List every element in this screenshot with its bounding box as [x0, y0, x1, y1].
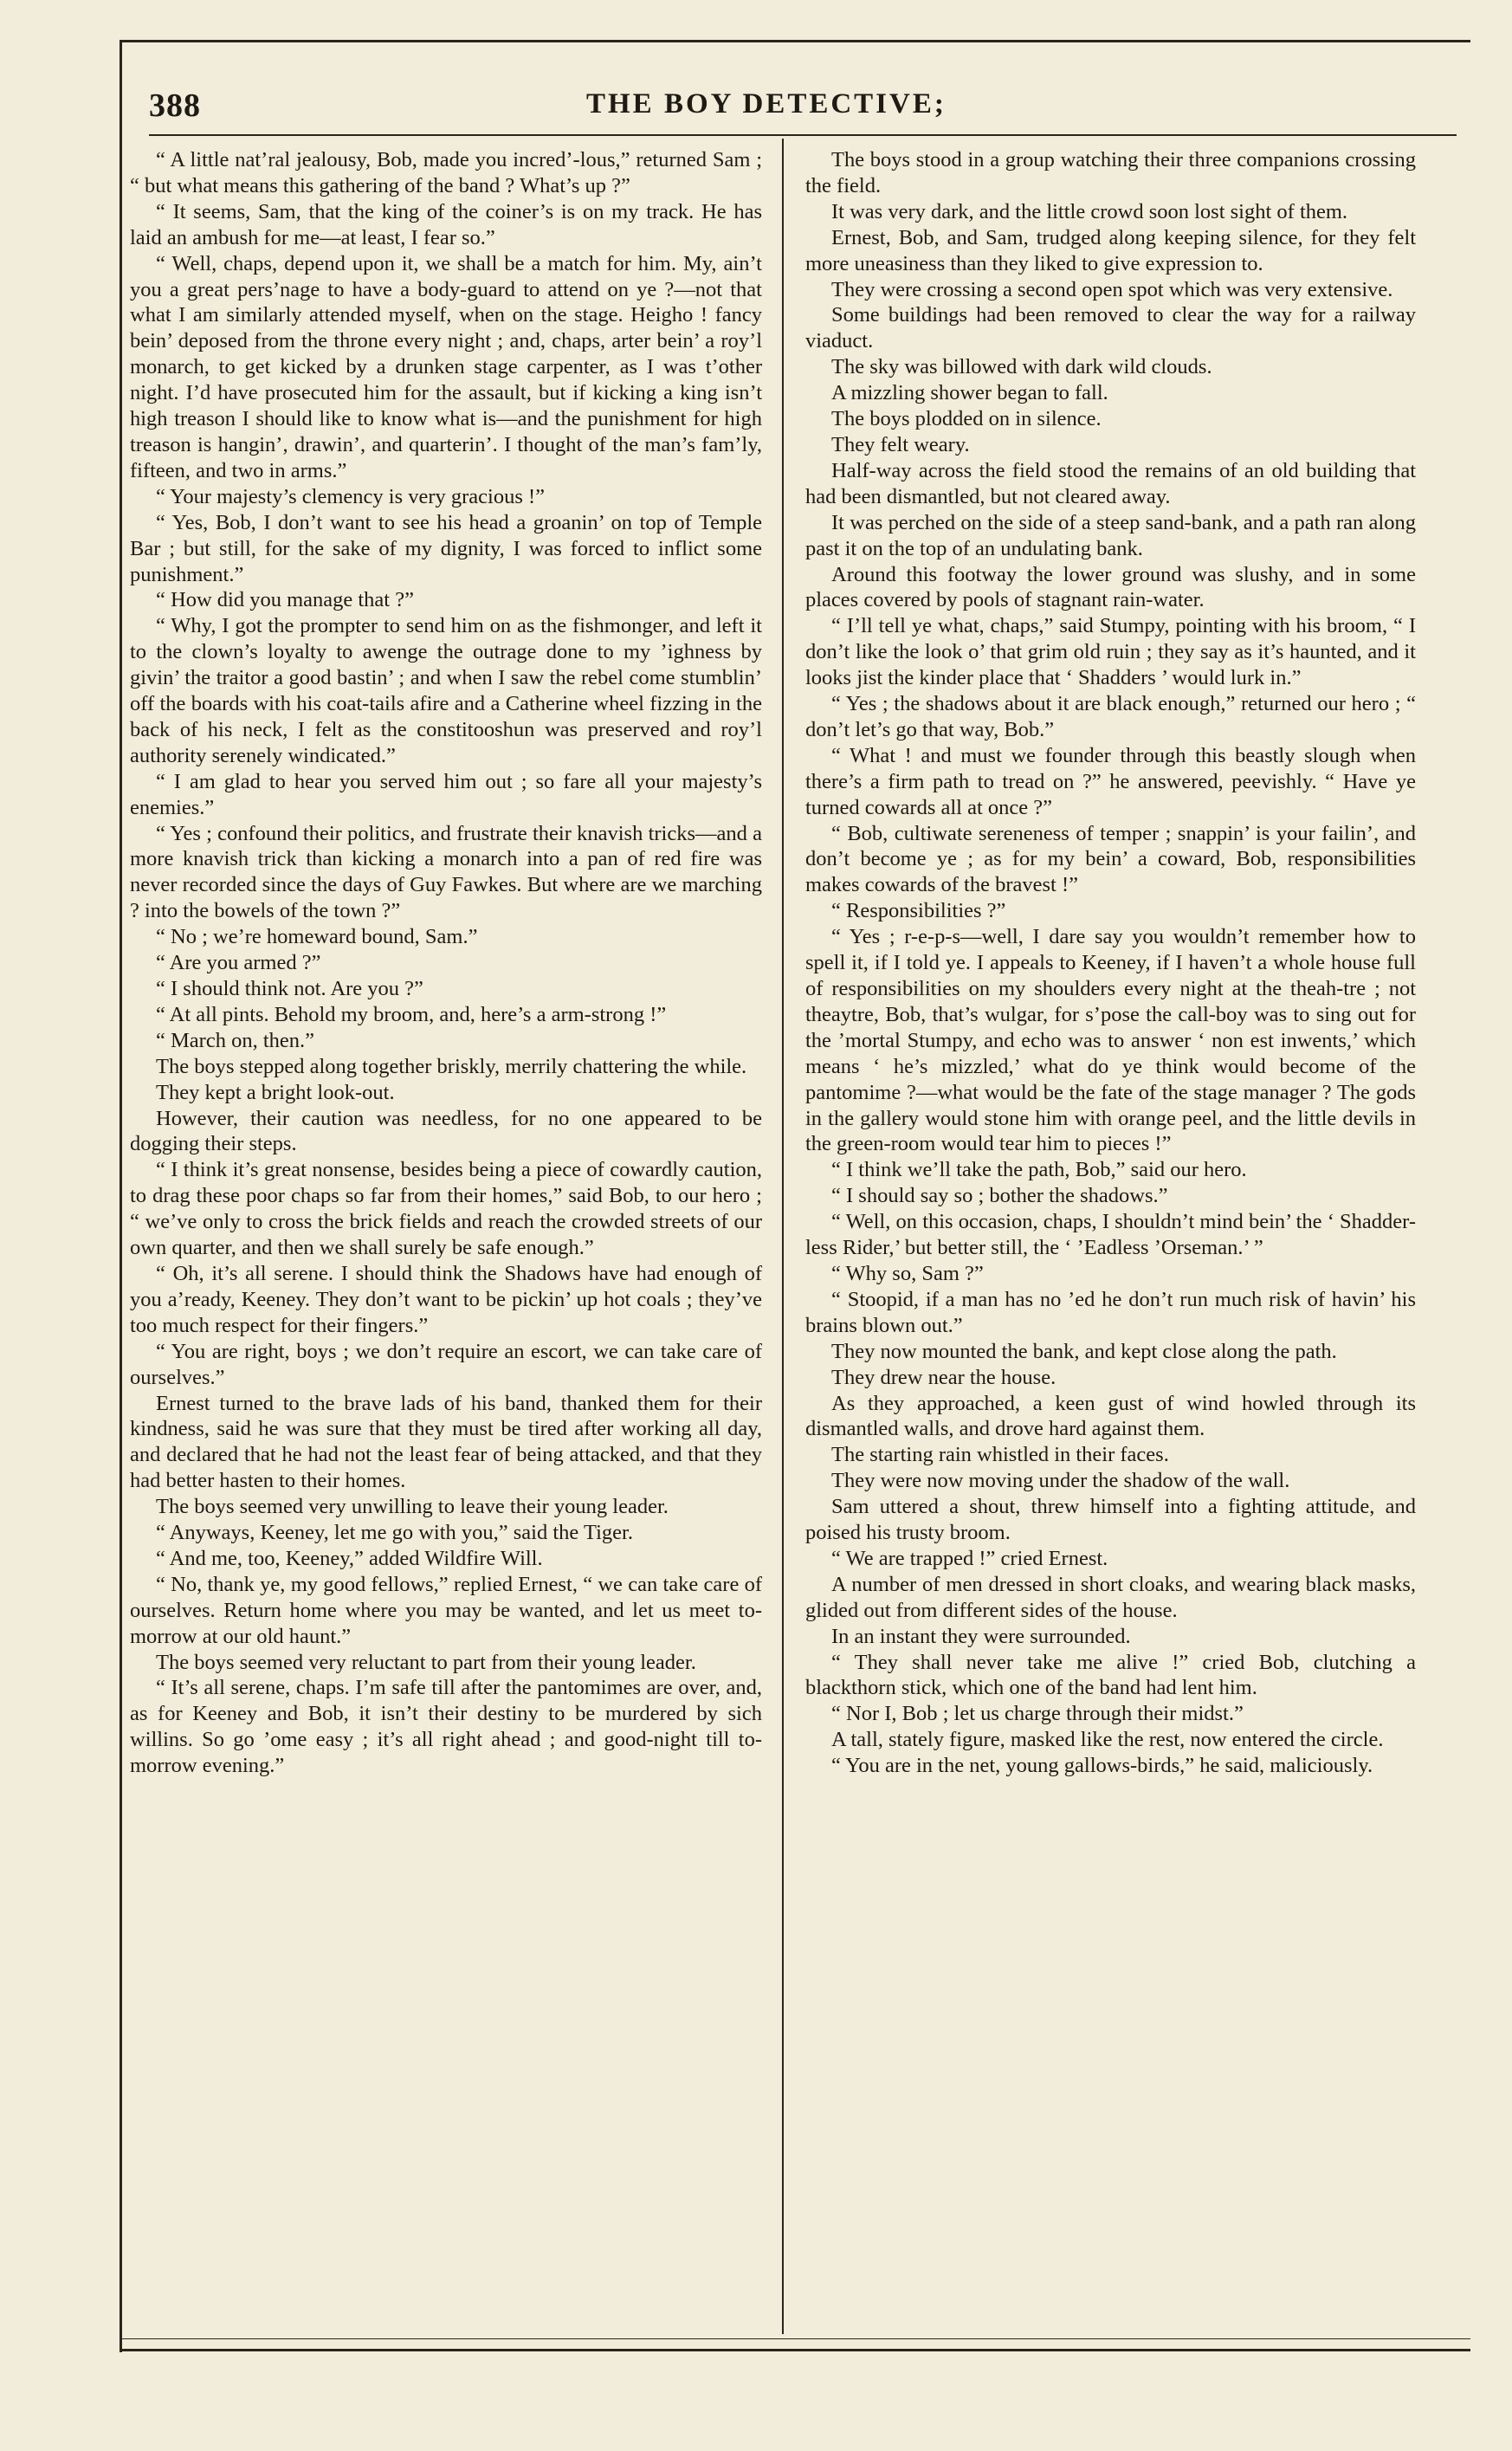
paragraph: Ernest, Bob, and Sam, trudged along keeping silence, for they felt more uneasiness than they liked to give expression to.: [805, 225, 1416, 275]
paragraph: “ Well, on this occasion, chaps, I shouldn’t mind bein’ the ‘ Shadder-less Rider,’ but better still, the ‘ ’Eadless ’Orseman.’ ”: [805, 1210, 1416, 1260]
paragraph: “ You are right, boys ; we don’t require an escort, we can take care of ourselves.”: [130, 1339, 762, 1389]
paragraph: “ Well, chaps, depend upon it, we shall be a match for him. My, ain’t you a great pers’nage to have a body-guard to attend on ye ?—not that what I am similarly attended myself, when on the stage. Heigho ! fancy bein’ deposed from the throne every night ; and, chaps, arter bein’ a roy’l monarch, to get kicked by a drunken stage carpenter, as I was t’other night. I’d have prosecuted him for the assault, but if kicking a king isn’t high treason I should like to know what is—and the punishment for high treason is hangin’, drawin’, and quarterin’. I thought of the man’s fam’ly, fifteen, and two in arms.”: [130, 251, 762, 482]
paragraph: They were crossing a second open spot which was very extensive.: [831, 277, 1393, 301]
paragraph: “ I should say so ; bother the shadows.”: [831, 1184, 1168, 1208]
paragraph: They were now moving under the shadow of the wall.: [831, 1469, 1290, 1493]
paragraph: They felt weary.: [831, 432, 970, 456]
paragraph: However, their caution was needless, for no one appeared to be dogging their steps.: [130, 1106, 762, 1156]
paragraph: A tall, stately figure, masked like the rest, now entered the circle.: [831, 1728, 1384, 1752]
paragraph: “ It’s all serene, chaps. I’m safe till after the pantomimes are over, and, as for Keeney and Bob, it isn’t their destiny to be murdered by sich willins. So go ’ome easy ; it’s all right ahead ; and good-night till to-morrow evening.”: [130, 1676, 762, 1778]
paragraph: “ I am glad to hear you served him out ; so fare all your majesty’s enemies.”: [130, 769, 762, 819]
paragraph: “ Yes ; confound their politics, and frustrate their knavish tricks—and a more knavish trick than kicking a monarch into a pan of red fire was never recorded since the days of Guy Fawkes. But where are we marching ? into the bowels of the town ?”: [130, 821, 762, 923]
bottom-inner-rule: [120, 2338, 1470, 2339]
paragraph: “ It seems, Sam, that the king of the coiner’s is on my track. He has laid an ambush for me—at least, I fear so.”: [130, 199, 762, 249]
page-number: 388: [149, 87, 201, 124]
paragraph: Sam uttered a shout, threw himself into a fighting attitude, and poised his trusty broom.: [805, 1495, 1416, 1545]
paragraph: The starting rain whistled in their faces.: [831, 1443, 1169, 1467]
paragraph: “ Yes ; the shadows about it are black enough,” returned our hero ; “ don’t let’s go that way, Bob.”: [805, 692, 1416, 741]
paragraph: “ I’ll tell ye what, chaps,” said Stumpy, pointing with his broom, “ I don’t like the look o’ that grim old ruin ; they say as it’s haunted, and it looks jist the kinder place that ‘ Shadders ’ would lurk in.”: [805, 614, 1416, 690]
paragraph: They drew near the house.: [831, 1365, 1056, 1389]
paragraph: The boys plodded on in silence.: [831, 407, 1102, 431]
paragraph: The boys stepped along together briskly, merrily chattering the while.: [156, 1054, 747, 1078]
left-border-rule: [120, 40, 122, 2352]
paragraph: They now mounted the bank, and kept close along the path.: [831, 1339, 1337, 1363]
paragraph: The boys stood in a group watching their three companions crossing the field.: [805, 148, 1416, 197]
paragraph: Around this footway the lower ground was slushy, and in some places covered by pools of stagnant rain-water.: [805, 562, 1416, 612]
paragraph: Some buildings had been removed to clear the way for a railway viaduct.: [805, 303, 1416, 353]
paragraph: In an instant they were surrounded.: [831, 1624, 1131, 1648]
paragraph: “ Are you armed ?”: [156, 951, 321, 975]
column-divider: [782, 139, 784, 2334]
paragraph: “ Bob, cultiwate sereneness of temper ; snappin’ is your failin’, and don’t become ye ; as for my bein’ a coward, Bob, responsibilities makes cowards of the bravest !”: [805, 821, 1416, 897]
paragraph: It was very dark, and the little crowd soon lost sight of them.: [831, 199, 1348, 223]
paragraph: “ I think it’s great nonsense, besides being a piece of cowardly caution, to drag these poor chaps so far from their homes,” said Bob, to our hero ; “ we’ve only to cross the brick fields and reach the crowded streets of our own quarter, and then we shall surely be safe enough.”: [130, 1158, 762, 1260]
paragraph: “ Why so, Sam ?”: [831, 1261, 984, 1285]
top-border-rule: [120, 40, 1470, 42]
paragraph: Ernest turned to the brave lads of his band, thanked them for their kindness, said he was sure that they must be tired after working all day, and declared that he had not the least fear of being attacked, and that they had better hasten to their homes.: [130, 1391, 762, 1493]
paragraph: “ I think we’ll take the path, Bob,” said our hero.: [831, 1158, 1247, 1182]
paragraph: “ Oh, it’s all serene. I should think the Shadows have had enough of you a’ready, Keeney. They don’t want to be pickin’ up hot coals ; they’ve too much respect for their fingers.”: [130, 1261, 762, 1337]
paragraph: “ What ! and must we founder through this beastly slough when there’s a firm path to tread on ?” he answered, peevishly. “ Have ye turned cowards all at once ?”: [805, 743, 1416, 819]
paragraph: “ And me, too, Keeney,” added Wildfire Will.: [156, 1546, 543, 1570]
paragraph: “ Stoopid, if a man has no ’ed he don’t run much risk of havin’ his brains blown out.”: [805, 1287, 1416, 1337]
running-title: THE BOY DETECTIVE;: [586, 88, 947, 120]
paragraph: A number of men dressed in short cloaks, and wearing black masks, glided out from different sides of the house.: [805, 1572, 1416, 1622]
paragraph: “ A little nat’ral jealousy, Bob, made you incred’-lous,” returned Sam ; “ but what means this gathering of the band ? What’s up ?”: [130, 148, 762, 197]
paragraph: As they approached, a keen gust of wind howled through its dismantled walls, and drove hard against them.: [805, 1391, 1416, 1441]
paragraph: The boys seemed very unwilling to leave their young leader.: [156, 1495, 669, 1519]
paragraph: “ Yes ; r-e-p-s—well, I dare say you wouldn’t remember how to spell it, if I told ye. I appeals to Keeney, if I haven’t a whole house full of responsibilities on my shoulders every night at the theah-tre ; not theaytre, Bob, that’s wulgar, for s’pose the call-boy was to sing out for the ’mortal Stumpy, and echo was to answer ‘ non est inwents,’ which means ‘ he’s mizzled,’ what do ye think would become of the pantomime ?—what would be the fate of the stage manager ? The gods in the gallery would stone him with orange peel, and the little devils in the green-room would tear him to pieces !”: [805, 925, 1416, 1156]
paragraph: “ No, thank ye, my good fellows,” replied Ernest, “ we can take care of ourselves. Return home where you may be wanted, and let us meet to-morrow at our old haunt.”: [130, 1572, 762, 1648]
paragraph: They kept a bright look-out.: [156, 1080, 395, 1104]
paragraph: “ How did you manage that ?”: [156, 588, 414, 612]
paragraph: “ Yes, Bob, I don’t want to see his head a groanin’ on top of Temple Bar ; but still, for the sake of my dignity, I was forced to inflict some punishment.”: [130, 510, 762, 586]
paragraph: “ At all pints. Behold my broom, and, here’s a arm-strong !”: [156, 1002, 667, 1026]
page-header: [149, 87, 1457, 132]
paragraph: “ Your majesty’s clemency is very gracious !”: [156, 484, 546, 508]
header-rule: [149, 134, 1457, 136]
paragraph: “ Why, I got the prompter to send him on as the fishmonger, and left it to the clown’s loyalty to awenge the outrage done to my ’ighness by givin’ the traitor a good bastin’ ; and when I saw the rebel come stumblin’ off the boards with his coat-tails afire and a Catherine wheel fizzing in the back of his neck, I felt as the constitooshun was preserved and roy’l authority serenely windicated.”: [130, 614, 762, 767]
paragraph: “ You are in the net, young gallows-birds,” he said, maliciously.: [831, 1754, 1373, 1778]
paragraph: The boys seemed very reluctant to part from their young leader.: [156, 1650, 696, 1674]
left-column: [130, 147, 762, 1779]
paragraph: Half-way across the field stood the remains of an old building that had been dismantled, but not cleared away.: [805, 458, 1416, 508]
paragraph: “ March on, then.”: [156, 1028, 314, 1052]
paragraph: “ We are trapped !” cried Ernest.: [831, 1546, 1108, 1570]
paragraph: “ Nor I, Bob ; let us charge through their midst.”: [831, 1702, 1244, 1726]
paragraph: “ Responsibilities ?”: [831, 899, 1006, 923]
paragraph: “ Anyways, Keeney, let me go with you,” said the Tiger.: [156, 1521, 633, 1545]
paragraph: A mizzling shower began to fall.: [831, 381, 1108, 405]
paragraph: “ They shall never take me alive !” cried Bob, clutching a blackthorn stick, which one of the band had lent him.: [805, 1650, 1416, 1700]
paragraph: It was perched on the side of a steep sand-bank, and a path ran along past it on the top of an undulating bank.: [805, 510, 1416, 560]
paragraph: The sky was billowed with dark wild clouds.: [831, 355, 1212, 379]
paragraph: “ I should think not. Are you ?”: [156, 977, 423, 1000]
right-column: [805, 147, 1416, 1779]
bottom-border-rule: [120, 2349, 1470, 2351]
paragraph: “ No ; we’re homeward bound, Sam.”: [156, 925, 478, 949]
